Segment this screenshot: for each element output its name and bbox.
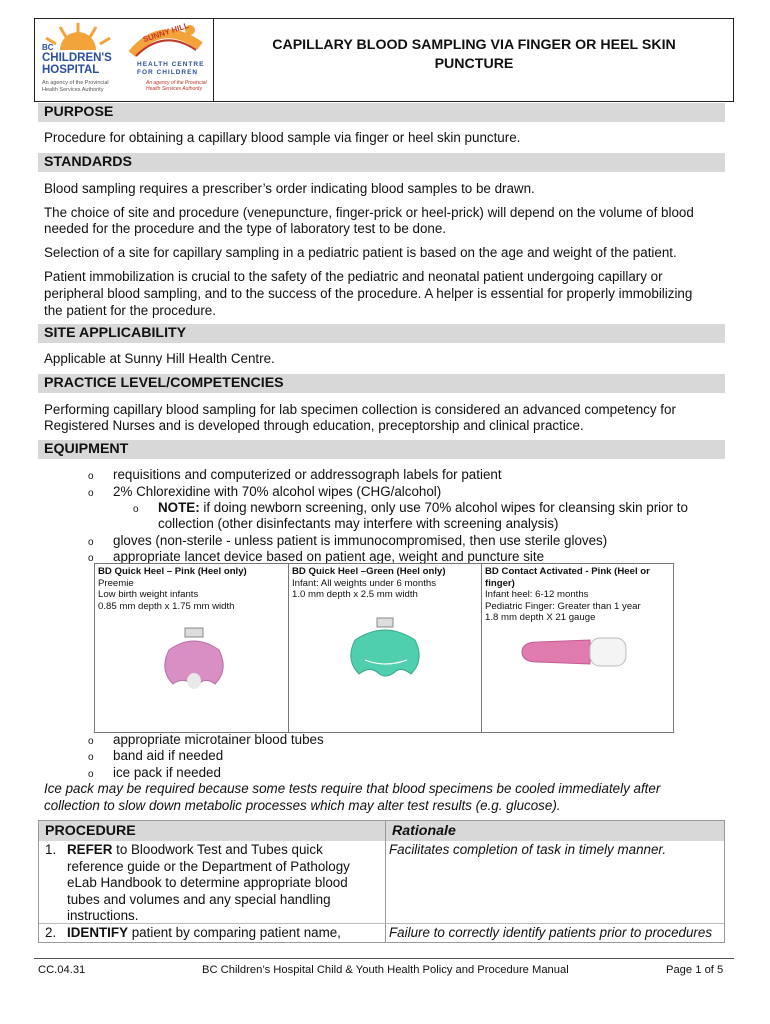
bullet-icon: o	[88, 488, 94, 499]
site-text: Applicable at Sunny Hill Health Centre.	[44, 351, 275, 366]
standards-p3: Selection of a site for capillary sampling in a pediatric patient is based on the age and weight of the patient.	[44, 245, 677, 260]
logo-agency-r2: Health Services Authority	[146, 86, 202, 92]
logo-health-centre: HEALTH CENTRE	[137, 61, 205, 68]
practice-l1: Performing capillary blood sampling for lab specimen collection is considered an advanced competency for	[44, 402, 676, 417]
standards-p2-l2: needed for the procedure and the type of laboratory test to be done.	[44, 221, 447, 236]
note-label: NOTE:	[158, 500, 200, 515]
standards-p2-l1: The choice of site and procedure (venepuncture, finger-prick or heel-prick) will depend on the volume of blood	[44, 205, 694, 220]
sunny-hill-logo-icon	[122, 20, 210, 60]
logo-childrens: CHILDREN'S	[42, 52, 112, 64]
bullet-icon: o	[88, 736, 94, 747]
lancet-col-1: BD Quick Heel – Pink (Heel only) Preemie Low birth weight infants 0.85 mm depth x 1.75 mm width	[95, 564, 289, 732]
practice-heading: PRACTICE LEVEL/COMPETENCIES	[38, 374, 725, 393]
procedure-table	[38, 820, 725, 943]
purpose-text: Procedure for obtaining a capillary blood sample via finger or heel skin puncture.	[44, 130, 521, 145]
logo-bc: BC	[42, 43, 54, 52]
procedure-heading: PROCEDURE	[39, 821, 385, 841]
contact-activated-lancet-icon	[518, 632, 638, 672]
logo-cell	[34, 18, 214, 102]
purpose-heading: PURPOSE	[38, 103, 725, 122]
footer-manual: BC Children’s Hospital Child & Youth Health Policy and Procedure Manual	[202, 964, 569, 976]
lancet-col-2: BD Quick Heel –Green (Heel only) Infant: All weights under 6 months 1.0 mm depth x 2.5 mm width	[289, 564, 482, 732]
step-2-rationale: Failure to correctly identify patients prior to procedures	[389, 925, 713, 940]
rationale-heading: Rationale	[386, 821, 724, 841]
logo-agency-2: Health Services Authority	[42, 87, 104, 93]
standards-p1: Blood sampling requires a prescriber’s order indicating blood samples to be drawn.	[44, 181, 535, 196]
footer-divider	[34, 958, 734, 959]
lancet-col-3: BD Contact Activated - Pink (Heel or finger) Infant heel: 6-12 months Pediatric Finger: Greater than 1 year 1.8 mm depth X 21 gauge	[482, 564, 673, 732]
page-title	[214, 36, 734, 74]
logo-sunny-hill: SUNNY HILL	[141, 20, 191, 45]
standards-p4-l1: Patient immobilization is crucial to the safety of the pediatric and neonatal patient undergoing capillary or	[44, 269, 663, 284]
footer-page: Page 1 of 5	[666, 964, 724, 976]
title-line-2: PUNCTURE	[434, 56, 514, 72]
logo-for-children: FOR CHILDREN	[137, 69, 199, 76]
step-1-rationale: Facilitates completion of task in timely manner.	[389, 842, 667, 857]
bullet-icon: o	[133, 504, 139, 515]
footer-code: CC.04.31	[38, 964, 86, 976]
equipment-heading: EQUIPMENT	[38, 440, 725, 459]
bullet-icon: o	[88, 471, 94, 482]
sun-rays-icon	[46, 23, 110, 50]
pink-heel-lancet-icon	[155, 624, 235, 704]
procedure-step-2: 2. IDENTIFY patient by comparing patient name,	[45, 925, 341, 940]
logo-agency-1: An agency of the Provincial	[42, 80, 109, 86]
standards-heading: STANDARDS	[38, 153, 725, 172]
standards-p4-l2: peripheral blood sampling, and to the success of the procedure. A helper is essential for properly immobilizing	[44, 286, 693, 301]
green-heel-lancet-icon	[341, 614, 431, 694]
ice-note-l2: collection to slow down metabolic processes which may alter test results (e.g. glucose).	[44, 798, 561, 813]
ice-note-l1: Ice pack may be required because some tests require that blood specimens be cooled immediately after	[44, 781, 661, 796]
bullet-icon: o	[88, 752, 94, 763]
logo-agency-r1: An agency of the Provincial	[146, 80, 207, 86]
logo-hospital: HOSPITAL	[42, 64, 100, 76]
bullet-icon: o	[88, 537, 94, 548]
procedure-step-1: 1. REFER to Bloodwork Test and Tubes quick reference guide or the Department of Pathology eLab Handbook to determine appropriate blood tubes and volumes and any special handling instructions.	[45, 842, 350, 923]
lancet-table	[94, 563, 674, 733]
practice-l2: Registered Nurses and is developed through education, preceptorship and clinical practice.	[44, 418, 584, 433]
standards-p4-l3: the patient for the procedure.	[44, 303, 216, 318]
site-heading: SITE APPLICABILITY	[38, 324, 725, 343]
bullet-icon: o	[88, 553, 94, 564]
title-line-1: CAPILLARY BLOOD SAMPLING VIA FINGER OR HEEL SKIN	[272, 37, 676, 53]
bullet-icon: o	[88, 769, 94, 780]
